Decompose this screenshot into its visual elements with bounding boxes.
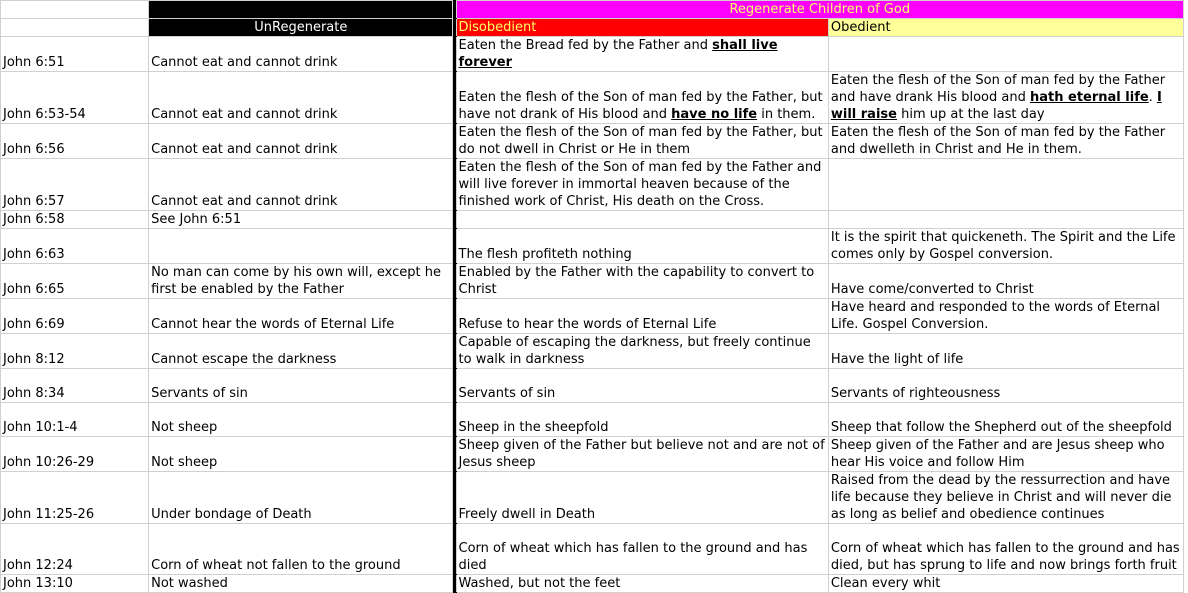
cell-text: Raised from the dead by the ressurrection and have life because they believe in Christ and will never die as long as belief and obedience continues [830, 473, 1172, 522]
disobedient-cell[interactable] [456, 299, 828, 334]
unregenerate-cell[interactable]: Cannot escape the darkness [149, 334, 453, 369]
table-row [1, 334, 1184, 369]
table-row [1, 299, 1184, 334]
unregenerate-cell[interactable]: Not sheep [149, 403, 453, 437]
table-row [1, 575, 1184, 593]
unregenerate-cell[interactable]: No man can come by his own will, except he first be enabled by the Father [149, 264, 453, 299]
verse-ref-cell[interactable]: John 6:63 [1, 229, 149, 264]
cell-text: Freely dwell in Death [458, 507, 596, 522]
disobedient-cell[interactable] [456, 211, 828, 229]
verse-ref-cell[interactable]: John 8:34 [1, 369, 149, 403]
cell-text: Capable of escaping the darkness, but freely continue to walk in darkness [458, 335, 811, 367]
verse-ref-cell[interactable]: John 10:26-29 [1, 437, 149, 472]
verse-ref-cell[interactable]: John 6:65 [1, 264, 149, 299]
unregenerate-cell[interactable]: Corn of wheat not fallen to the ground [149, 524, 453, 575]
emphasis-text: I will raise [830, 90, 1162, 122]
table-row [1, 437, 1184, 472]
cell-text: Eaten the flesh of the Son of man fed by the Father, but have not drank of His blood and [458, 90, 823, 122]
unregenerate-cell[interactable]: Cannot eat and cannot drink [149, 72, 453, 124]
verse-ref-cell[interactable]: John 6:53-54 [1, 72, 149, 124]
table-row [1, 472, 1184, 524]
header-obedient[interactable]: Obedient [828, 19, 1183, 37]
cell-text: him up at the last day [896, 107, 1045, 122]
cell-text: . [1148, 90, 1157, 105]
cell-text: Enabled by the Father with the capability to convert to Christ [458, 265, 815, 297]
unregenerate-cell[interactable]: Cannot eat and cannot drink [149, 37, 453, 72]
verse-ref-cell[interactable]: John 6:57 [1, 159, 149, 211]
verse-ref-cell[interactable]: John 11:25-26 [1, 472, 149, 524]
obedient-cell[interactable] [828, 211, 1183, 229]
unregenerate-cell[interactable]: Cannot eat and cannot drink [149, 124, 453, 159]
cell-text: Servants of sin [458, 386, 556, 401]
table-row [1, 159, 1184, 211]
unregenerate-cell[interactable]: Cannot eat and cannot drink [149, 159, 453, 211]
disobedient-cell[interactable] [456, 229, 828, 264]
table-row [1, 72, 1184, 124]
unregenerate-cell[interactable]: Servants of sin [149, 369, 453, 403]
disobedient-cell[interactable] [456, 369, 828, 403]
cell-text: Eaten the flesh of the Son of man fed by the Father and will live forever in immortal heaven because of the finished work of Christ, His death on the Cross. [458, 160, 822, 209]
cell-text: in them. [757, 107, 816, 122]
obedient-cell[interactable] [828, 124, 1183, 159]
obedient-cell[interactable] [828, 37, 1183, 72]
obedient-cell[interactable] [828, 575, 1183, 593]
table-row [1, 229, 1184, 264]
unregenerate-cell[interactable]: See John 6:51 [149, 211, 453, 229]
table-row [1, 403, 1184, 437]
cell-text: Have heard and responded to the words of Eternal Life. Gospel Conversion. [830, 300, 1161, 332]
unregenerate-cell[interactable]: Cannot hear the words of Eternal Life [149, 299, 453, 334]
unregenerate-cell[interactable]: Under bondage of Death [149, 472, 453, 524]
header-row-1 [1, 1, 1184, 19]
unregenerate-cell[interactable]: Not washed [149, 575, 453, 593]
unregenerate-cell[interactable] [149, 229, 453, 264]
cell-text: It is the spirit that quickeneth. The Spirit and the Life comes only by Gospel conversion. [830, 230, 1176, 262]
obedient-cell[interactable] [828, 403, 1183, 437]
verse-ref-cell[interactable]: John 6:69 [1, 299, 149, 334]
table-row [1, 37, 1184, 72]
cell-text: Corn of wheat which has fallen to the ground and has died [458, 541, 808, 573]
verse-ref-cell[interactable]: John 12:24 [1, 524, 149, 575]
disobedient-cell[interactable] [456, 159, 828, 211]
cell-text: Corn of wheat which has fallen to the ground and has died, but has sprung to life and now brings forth fruit [830, 541, 1180, 573]
cell-text: Sheep given of the Father but believe not and are not of Jesus sheep [458, 438, 825, 470]
verse-ref-cell[interactable]: John 6:51 [1, 37, 149, 72]
emphasis-text: have no life [671, 107, 758, 122]
disobedient-cell[interactable] [456, 264, 828, 299]
verse-ref-cell[interactable]: John 6:58 [1, 211, 149, 229]
header-unregenerate[interactable]: UnRegenerate [149, 19, 453, 37]
verse-ref-cell[interactable]: John 8:12 [1, 334, 149, 369]
cell-text: Eaten the flesh of the Son of man fed by the Father and dwelleth in Christ and He in them. [830, 125, 1166, 157]
obedient-cell[interactable] [828, 524, 1183, 575]
header-disobedient[interactable]: Disobedient [456, 19, 828, 37]
obedient-cell[interactable] [828, 472, 1183, 524]
verse-ref-cell[interactable]: John 6:56 [1, 124, 149, 159]
obedient-cell[interactable] [828, 299, 1183, 334]
disobedient-cell[interactable] [456, 437, 828, 472]
disobedient-cell[interactable] [456, 403, 828, 437]
cell-text: Servants of righteousness [830, 386, 1001, 401]
disobedient-cell[interactable] [456, 37, 828, 72]
obedient-cell[interactable] [828, 229, 1183, 264]
corner-cell[interactable] [1, 1, 149, 19]
cell-text: Sheep that follow the Shepherd out of the sheepfold [830, 420, 1172, 435]
table-row [1, 369, 1184, 403]
verse-ref-cell[interactable]: John 13:10 [1, 575, 149, 593]
unregenerate-cell[interactable]: Not sheep [149, 437, 453, 472]
obedient-cell[interactable] [828, 369, 1183, 403]
obedient-cell[interactable] [828, 264, 1183, 299]
table-row [1, 264, 1184, 299]
cell-text: Refuse to hear the words of Eternal Life [458, 317, 717, 332]
obedient-cell[interactable] [828, 334, 1183, 369]
disobedient-cell[interactable] [456, 524, 828, 575]
table-row [1, 211, 1184, 229]
cell-text: Have the light of life [830, 352, 964, 367]
header-regenerate-group[interactable]: Regenerate Children of God [456, 1, 1183, 19]
cell-text: Washed, but not the feet [458, 576, 621, 591]
obedient-cell[interactable] [828, 159, 1183, 211]
disobedient-cell[interactable] [456, 124, 828, 159]
cell-text: Have come/converted to Christ [830, 282, 1034, 297]
disobedient-cell[interactable] [456, 472, 828, 524]
table-row [1, 124, 1184, 159]
cell-text: Eaten the Bread fed by the Father and [458, 38, 713, 53]
table-row [1, 524, 1184, 575]
verse-ref-cell[interactable]: John 10:1-4 [1, 403, 149, 437]
cell-text: Eaten the flesh of the Son of man fed by the Father, but do not dwell in Christ or He in them [458, 125, 823, 157]
emphasis-text: shall live forever [458, 38, 778, 70]
disobedient-cell[interactable] [456, 72, 828, 124]
header-unregenerate-top[interactable] [149, 1, 453, 19]
header-ref-cell[interactable] [1, 19, 149, 37]
header-row-2 [1, 19, 1184, 37]
cell-text: Sheep given of the Father and are Jesus sheep who hear His voice and follow Him [830, 438, 1165, 470]
obedient-cell[interactable] [828, 437, 1183, 472]
obedient-cell[interactable] [828, 72, 1183, 124]
cell-text: The flesh profiteth nothing [458, 247, 632, 262]
disobedient-cell[interactable] [456, 334, 828, 369]
cell-text: Clean every whit [830, 576, 941, 591]
cell-text: Sheep in the sheepfold [458, 420, 609, 435]
emphasis-text: hath eternal life [1029, 90, 1149, 105]
cell-text: Eaten the flesh of the Son of man fed by the Father and have drank His blood and [830, 73, 1166, 105]
disobedient-cell[interactable] [456, 575, 828, 593]
